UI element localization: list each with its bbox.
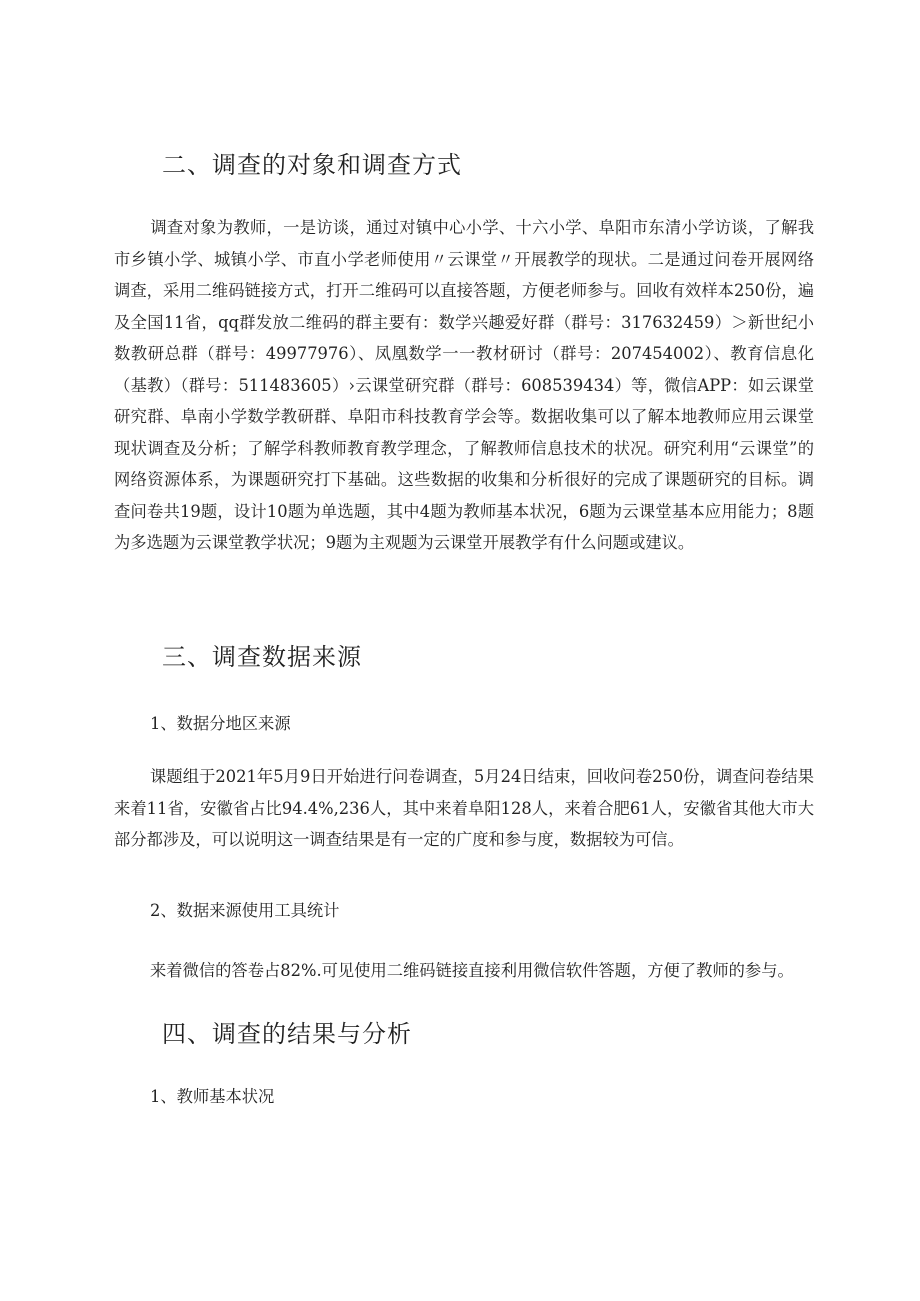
section-3-sub-1-paragraph bbox=[114, 761, 814, 856]
section-4-heading: 四、调查的结果与分析 bbox=[162, 1020, 412, 1048]
section-3-sub-2-title: 2、数据来源使用工具统计 bbox=[150, 901, 340, 920]
section-2-paragraph-text: 调查对象为教师，一是访谈，通过对镇中心小学、十六小学、阜阳市东清小学访谈，了解我市乡镇小学、城镇小学、市直小学老师使用〃云课堂〃开展教学的现状。二是通过问卷开展网络调查，采用二维码链接方式，打开二维码可以直接答题，方便老师参与。回收有效样本250份，遍及全国11省，qq群发放二维码的群主要有：数学兴趣爱好群（群号：317632459）＞新世纪小数教研总群（群号：49977976）、凤凰数学一一教材研讨（群号：207454002）、教育信息化（基教）（群号：511483605）›云课堂研究群（群号：608539434）等，微信APP：如云课堂研究群、阜南小学数学教研群、阜阳市科技教育学会等。数据收集可以了解本地教师应用云课堂现状调查及分析；了解学科教师教育教学理念，了解教师信息技术的状况。研究利用“云课堂”的网络资源体系，为课题研究打下基础。这些数据的收集和分析很好的完成了课题研究的目标。调查问卷共19题，设计10题为单选题，其中4题为教师基本状况，6题为云课堂基本应用能力；8题为多选题为云课堂教学状况；9题为主观题为云课堂开展教学有什么问题或建议。 bbox=[114, 218, 814, 552]
section-3-heading: 三、调查数据来源 bbox=[162, 643, 362, 671]
section-3-sub-1-title: 1、数据分地区来源 bbox=[150, 714, 291, 733]
section-3-sub-2-paragraph: 来着微信的答卷占82%.可见使用二维码链接直接利用微信软件答题，方便了教师的参与。 bbox=[150, 961, 794, 980]
section-3-sub-1-paragraph-text: 课题组于2021年5月9日开始进行问卷调查，5月24日结束，回收问卷250份，调查问卷结果来着11省，安徽省占比94.4%,236人，其中来着阜阳128人，来着合肥61人，安徽省其他大市大部分都涉及，可以说明这一调查结果是有一定的广度和参与度，数据较为可信。 bbox=[114, 767, 814, 849]
section-4-sub-1-title: 1、教师基本状况 bbox=[150, 1087, 275, 1106]
section-2-heading: 二、调查的对象和调查方式 bbox=[162, 151, 462, 179]
section-2-paragraph bbox=[114, 212, 814, 559]
